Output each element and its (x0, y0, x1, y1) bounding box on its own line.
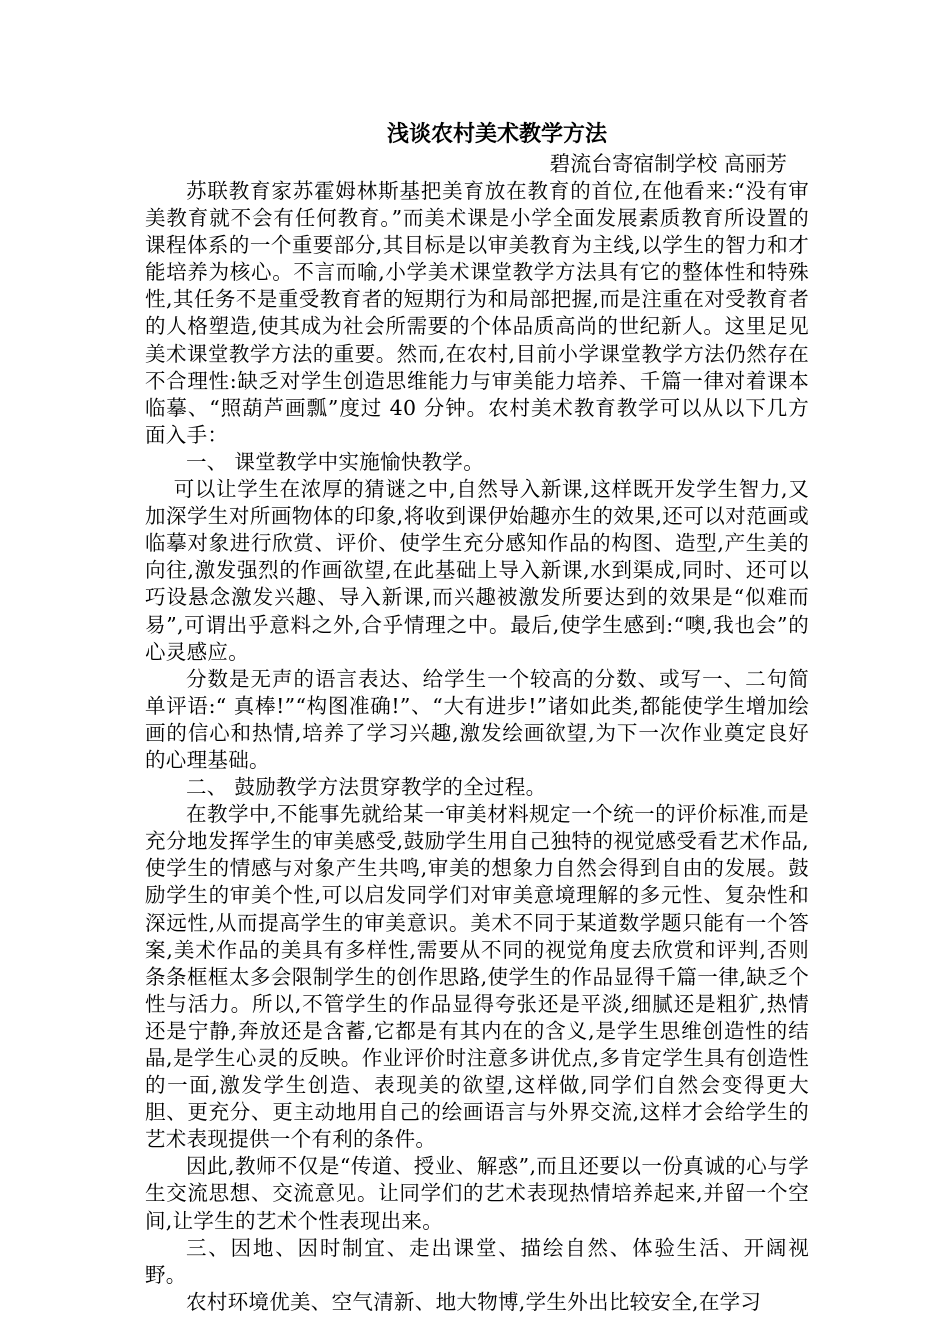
author-line: 碧流台寄宿制学校 高丽芳 (549, 152, 787, 176)
paragraph-4: 因此,教师不仅是“传道、授业、解惑”,而且还要以一份真诚的心与学生交流思想、交流意见。让同学们的艺术表现热情培养起来,并留一个空间,让学生的艺术个性表现出来。 (145, 1154, 809, 1233)
section-heading-1: 一、 课堂教学中实施愉快教学。 (186, 449, 485, 474)
section-heading-2: 二、 鼓励教学方法贯穿教学的全过程。 (186, 775, 547, 800)
section-heading-3: 三、因地、因时制宜、走出课堂、描绘自然、体验生活、开阔视野。 (145, 1235, 809, 1287)
paragraph-2: 分数是无声的语言表达、给学生一个较高的分数、或写一、二句简单评语:“ 真棒!”“构图准确!”、“大有进步!”诸如此类,都能使学生增加绘画的信心和热情,培养了学习兴趣,激发绘画欲望,为下一次作业奠定良好的心理基础。 (145, 666, 809, 772)
paragraph-3: 在教学中,不能事先就给某一审美材料规定一个统一的评价标准,而是充分地发挥学生的审美感受,鼓励学生用自己独特的视觉感受看艺术作品,使学生的情感与对象产生共鸣,审美的想象力自然会得到自由的发展。鼓励学生的审美个性,可以启发同学们对审美意境理解的多元性、复杂性和深远性,从而提高学生的审美意识。美术不同于某道数学题只能有一个答案,美术作品的美具有多样性,需要从不同的视觉角度去欣赏和评判,否则条条框框太多会限制学生的创作思路,使学生的作品显得千篇一律,缺乏个性与活力。所以,不管学生的作品显得夸张还是平淡,细腻还是粗犷,热情还是宁静,奔放还是含蓄,它都是有其内在的含义,是学生思维创造性的结晶,是学生心灵的反映。作业评价时注意多讲优点,多肯定学生具有创造性的一面,激发学生创造、表现美的欲望,这样做,同学们自然会变得更大胆、更充分、更主动地用自己的绘画语言与外界交流,这样才会给学生的艺术表现提供一个有利的条件。 (145, 802, 809, 1152)
paragraph-5: 农村环境优美、空气清新、地大物博,学生外出比较安全,在学习 (186, 1289, 762, 1314)
paragraph-1: 可以让学生在浓厚的猜谜之中,自然导入新课,这样既开发学生智力,又加深学生对所画物体的印象,将收到课伊始趣亦生的效果,还可以对范画或临摹对象进行欣赏、评价、使学生充分感知作品的构图、造型,产生美的向往,激发强烈的作画欲望,在此基础上导入新课,水到渠成,同时、还可以巧设悬念激发兴趣、导入新课,而兴趣被激发所要达到的效果是“似难而易”,可谓出乎意料之外,合乎情理之中。最后,使学生感到:“噢,我也会”的心灵感应。 (145, 477, 809, 664)
paragraph-intro: 苏联教育家苏霍姆林斯基把美育放在教育的首位,在他看来:“没有审美教育就不会有任何教育。”而美术课是小学全面发展素质教育所设置的课程体系的一个重要部分,其目标是以审美教育为主线,以学生的智力和才能培养为核心。不言而喻,小学美术课堂教学方法具有它的整体性和特殊性,其任务不是重受教育者的短期行为和局部把握,而是注重在对受教育者的人格塑造,使其成为社会所需要的个体品质高尚的世纪新人。这里足见美术课堂教学方法的重要。然而,在农村,目前小学课堂教学方法仍然存在不合理性:缺乏对学生创造思维能力与审美能力培养、千篇一律对着课本临摹、“照葫芦画瓢”度过 40 分钟。农村美术教育教学可以从以下几方面入手： (145, 179, 809, 447)
document-title: 浅谈农村美术教学方法 (386, 121, 607, 147)
document-page (145, 118, 809, 1316)
